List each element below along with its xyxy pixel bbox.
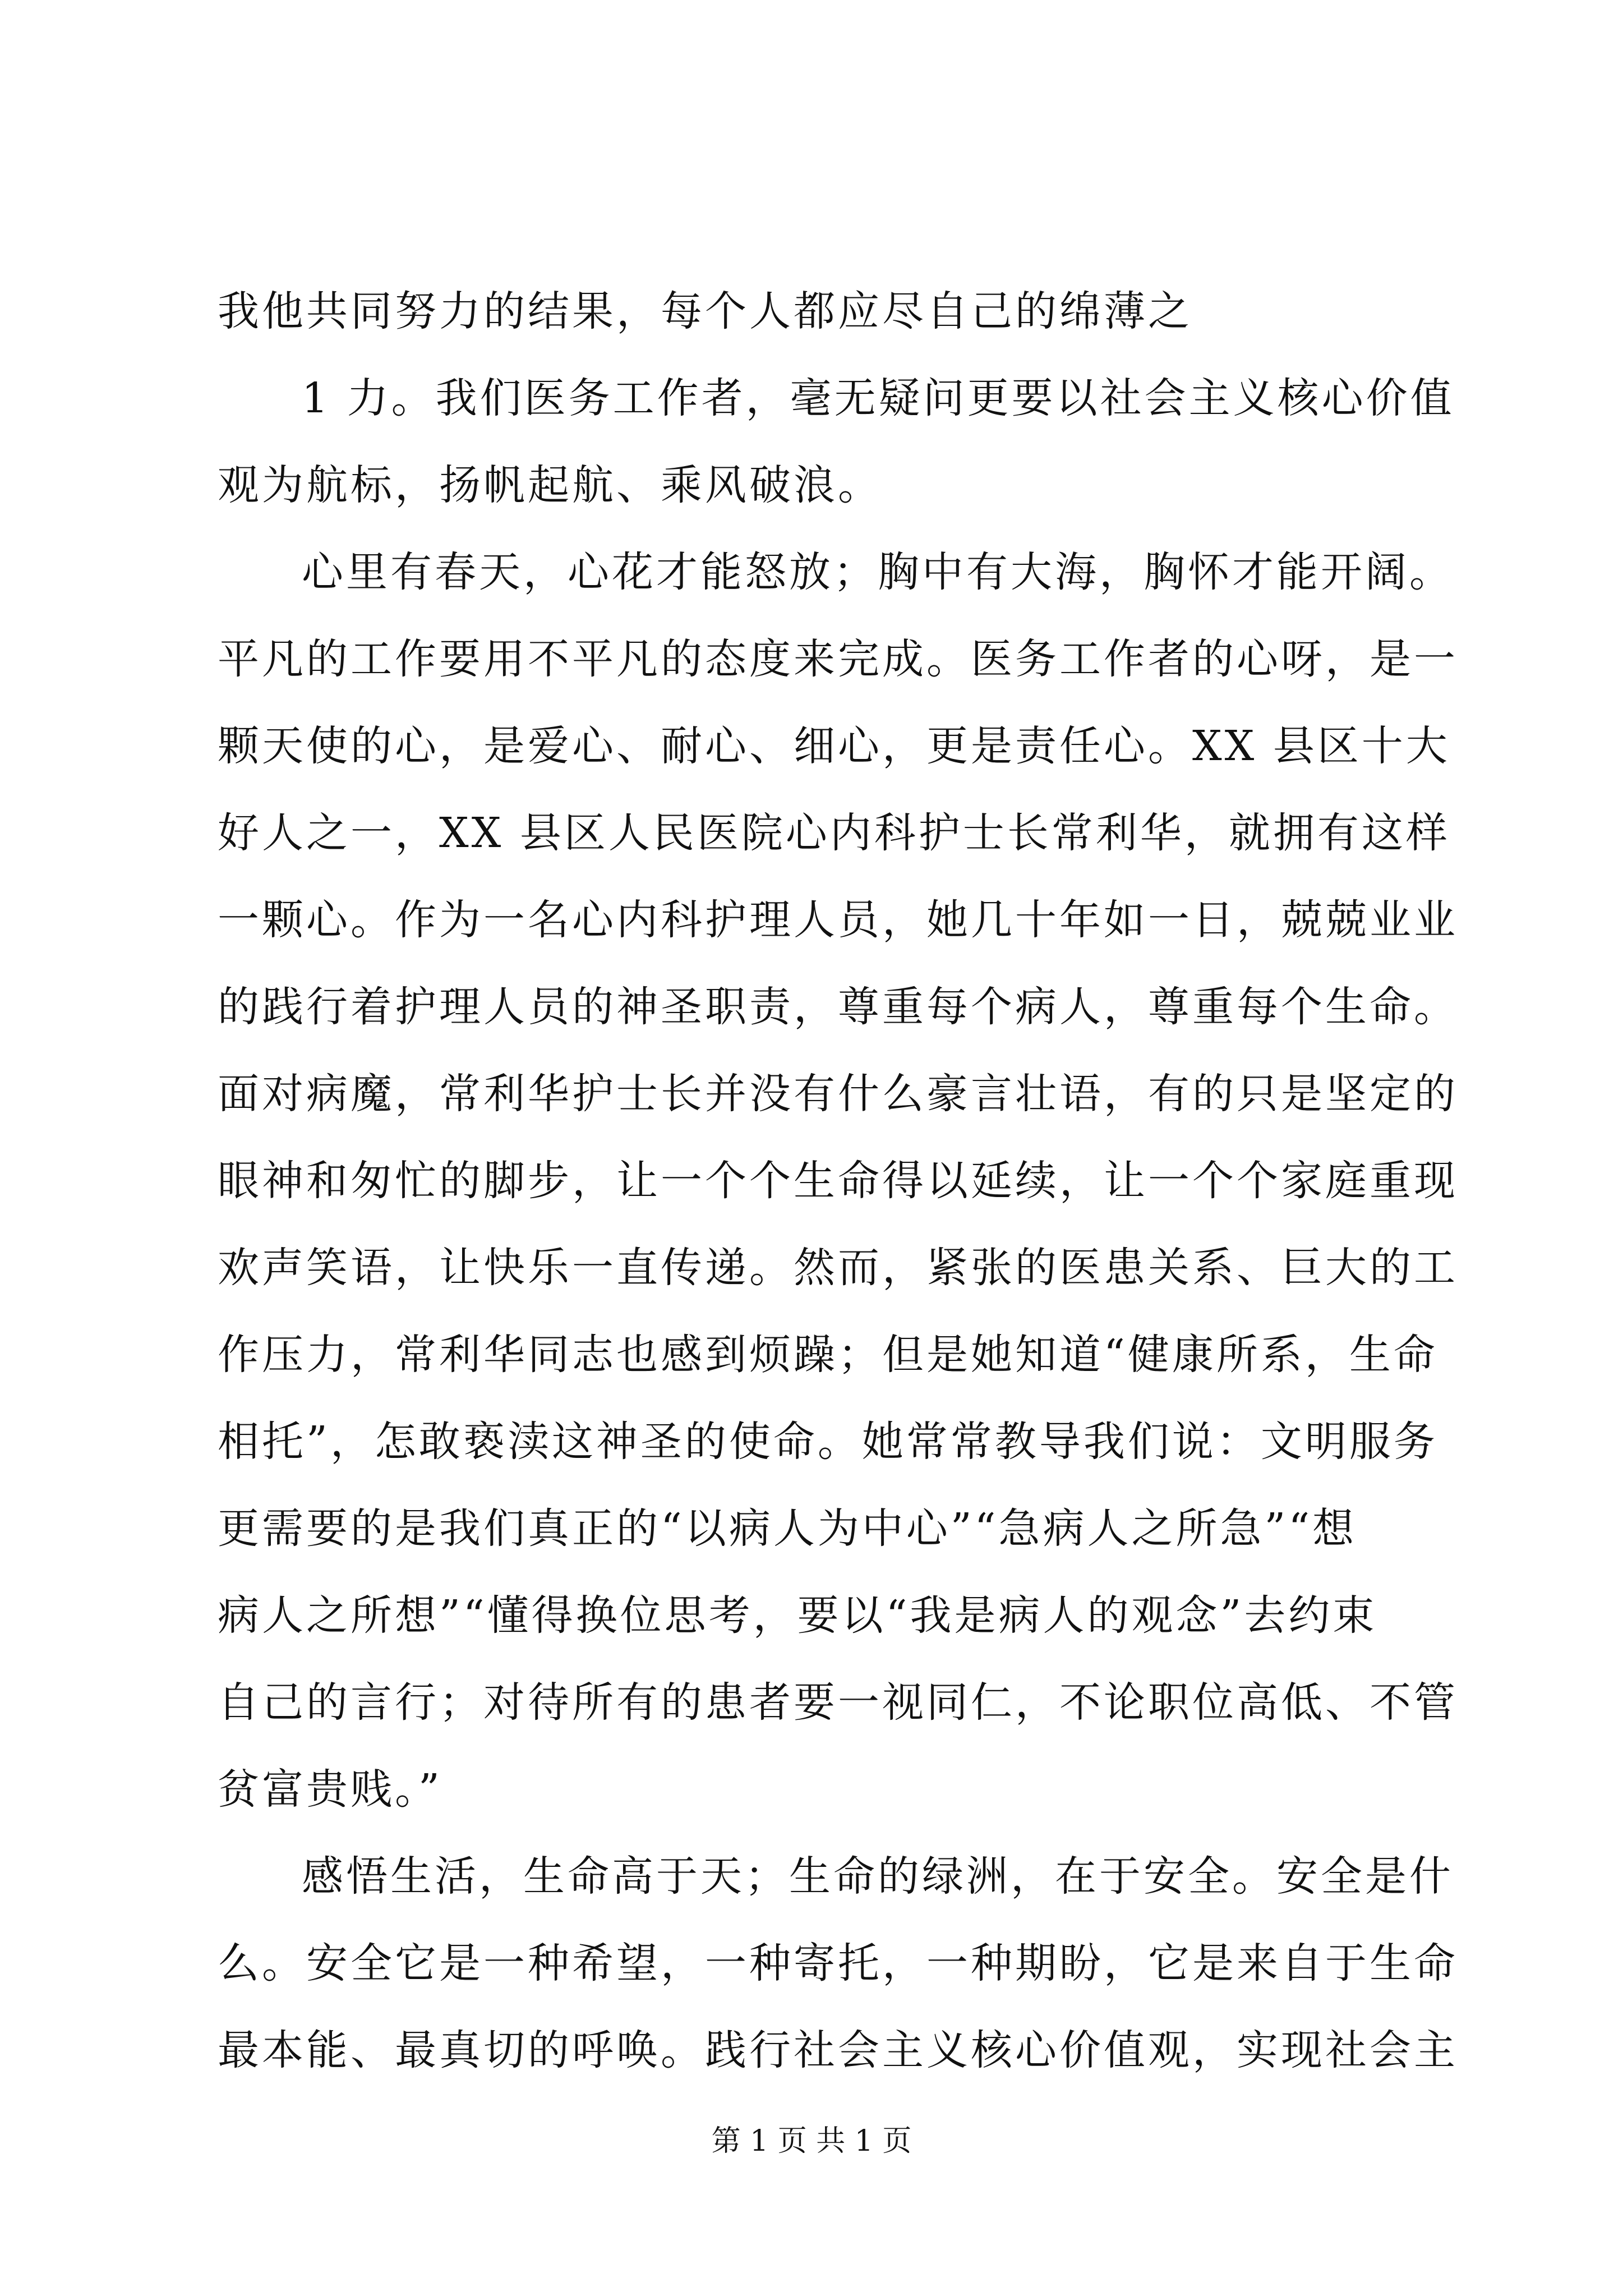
- text-line: 观为航标，扬帆起航、乘风破浪。: [218, 461, 882, 509]
- text-line: 欢声笑语，让快乐一直传递。然而，紧张的医患关系、巨大的工: [218, 1244, 1458, 1292]
- text-line: 好人之一，XX 县区人民医院心内科护士长常利华，就拥有这样: [218, 809, 1450, 857]
- text-line: 我他共同努力的结果，每个人都应尽自己的绵薄之: [218, 287, 1192, 335]
- text-line: 么。安全它是一种希望，一种寄托，一种期盼，它是来自于生命: [218, 1939, 1458, 1987]
- document-body: [218, 268, 1458, 2094]
- text-line: 的践行着护理人员的神圣职责，尊重每个病人，尊重每个生命。: [218, 983, 1458, 1031]
- text-line: 自己的言行；对待所有的患者要一视同仁，不论职位高低、不管: [218, 1678, 1458, 1727]
- text-line: 相托”，怎敢亵渎这神圣的使命。她常常教导我们说：文明服务: [218, 1418, 1438, 1466]
- text-line: 更需要的是我们真正的“以病人为中心”“急病人之所急”“想: [218, 1504, 1357, 1553]
- text-line: 最本能、最真切的呼唤。践行社会主义核心价值观，实现社会主: [218, 2026, 1458, 2074]
- text-line: 贫富贵贱。”: [218, 1765, 442, 1814]
- paragraph-start-line: 感悟生活，生命高于天；生命的绿洲，在于安全。安全是什: [302, 1852, 1454, 1901]
- text-line: 病人之所想”“懂得换位思考，要以“我是病人的观念”去约束: [218, 1591, 1377, 1640]
- text-line: 眼神和匆忙的脚步，让一个个生命得以延续，让一个个家庭重现: [218, 1157, 1458, 1205]
- text-line: 平凡的工作要用不平凡的态度来完成。医务工作者的心呀，是一: [218, 635, 1458, 683]
- text-line: 面对病魔，常利华护士长并没有什么豪言壮语，有的只是坚定的: [218, 1070, 1458, 1118]
- paragraph-start-line: 1 力。我们医务工作者，毫无疑问更要以社会主义核心价值: [302, 374, 1455, 422]
- text-line: 颗天使的心，是爱心、耐心、细心，更是责任心。XX 县区十大: [218, 722, 1450, 770]
- text-line: 一颗心。作为一名心内科护理人员，她几十年如一日，兢兢业业: [218, 896, 1458, 944]
- page-footer: 第 1 页 共 1 页: [711, 2124, 912, 2158]
- text-line: 作压力，常利华同志也感到烦躁；但是她知道“健康所系，生命: [218, 1331, 1438, 1379]
- paragraph-start-line: 心里有春天，心花才能怒放；胸中有大海，胸怀才能开阔。: [302, 548, 1454, 596]
